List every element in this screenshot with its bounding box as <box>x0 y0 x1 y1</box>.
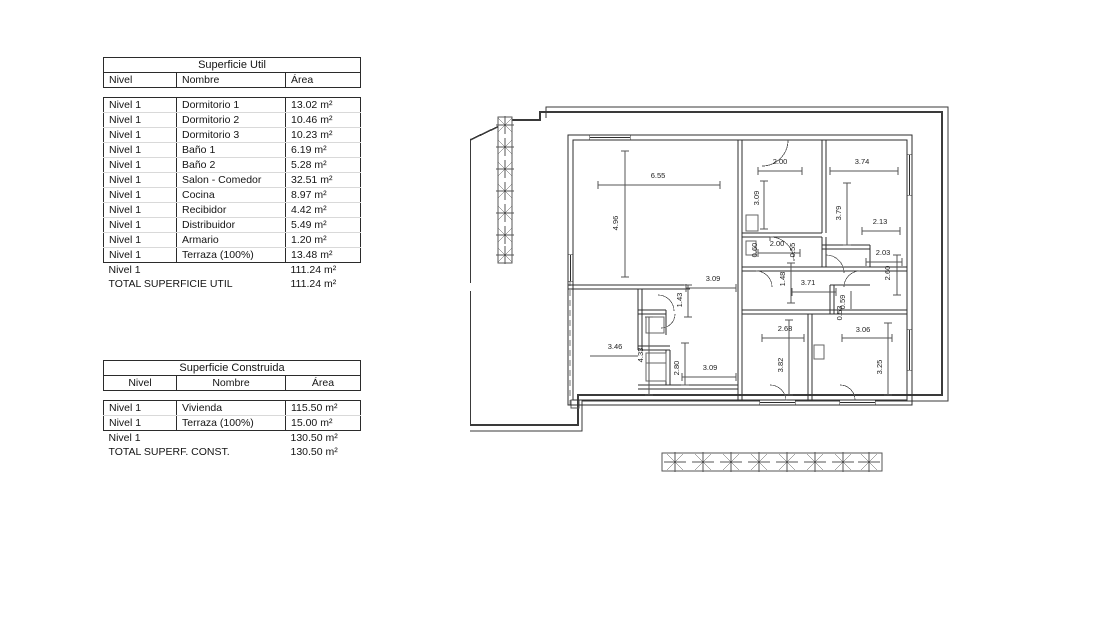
cell-nivel: Nivel 1 <box>104 248 177 263</box>
cell-nombre: Armario <box>177 233 286 248</box>
dimension-labels <box>608 157 892 375</box>
cell-nivel: Nivel 1 <box>104 401 177 416</box>
cell-area: 6.19 m² <box>286 143 361 158</box>
column-header-nombre: Nombre <box>177 376 286 391</box>
subtotal-area: 111.24 m² <box>290 264 337 276</box>
dimension-label: 2.00 <box>772 157 788 166</box>
table-row <box>104 188 361 203</box>
cell-nombre: Terraza (100%) <box>177 416 286 431</box>
column-header-nivel: Nivel <box>104 73 177 88</box>
table-subtotal-row <box>104 263 361 278</box>
plot-boundary-outer <box>470 107 948 431</box>
table-row <box>104 401 361 416</box>
column-header-nombre: Nombre <box>177 73 286 88</box>
cell-area: 13.48 m² <box>286 248 361 263</box>
dimension-label: 0.53 <box>835 305 844 321</box>
table-row <box>104 98 361 113</box>
dimension-lines-vertical <box>621 151 901 395</box>
fixtures <box>646 215 824 381</box>
dimension-label: 3.09 <box>702 363 718 372</box>
table-row <box>104 128 361 143</box>
total-label: TOTAL SUPERF. CONST. <box>108 446 230 458</box>
table-row <box>104 143 361 158</box>
dimension-label: 2.13 <box>872 217 888 226</box>
dimension-label: 0.60 <box>750 242 759 258</box>
table-row <box>104 203 361 218</box>
column-header-nivel: Nivel <box>104 376 177 391</box>
cell-nivel: Nivel 1 <box>104 188 177 203</box>
cell-nivel: Nivel 1 <box>104 158 177 173</box>
dimension-label: 0.55 <box>788 242 797 258</box>
cell-nombre: Dormitorio 3 <box>177 128 286 143</box>
dimension-label: 2.60 <box>883 265 892 281</box>
spacer <box>104 88 361 98</box>
table-row <box>104 158 361 173</box>
dimension-label: 2.03 <box>875 248 891 257</box>
cell-nombre: Baño 2 <box>177 158 286 173</box>
cell-nombre: Vivienda <box>177 401 286 416</box>
dimension-label: 4.96 <box>611 215 620 231</box>
subtotal-nivel: Nivel 1 <box>108 264 141 276</box>
cell-nombre: Salon - Comedor <box>177 173 286 188</box>
dimension-label: 2.68 <box>777 324 793 333</box>
cell-nombre: Distribuidor <box>177 218 286 233</box>
cell-nivel: Nivel 1 <box>104 203 177 218</box>
dimension-label: 3.74 <box>854 157 870 166</box>
cell-area: 15.00 m² <box>286 416 361 431</box>
cell-nivel: Nivel 1 <box>104 143 177 158</box>
total-label: TOTAL SUPERFICIE UTIL <box>108 278 233 290</box>
area-table <box>103 360 361 459</box>
table-total-row <box>104 445 361 459</box>
dimension-label: 2.80 <box>672 360 681 376</box>
table-row <box>104 173 361 188</box>
dimension-label: 2.00 <box>769 239 785 248</box>
house-outer-walls <box>568 135 912 405</box>
subtotal-nivel: Nivel 1 <box>108 432 141 444</box>
table-title-row <box>104 361 361 376</box>
column-header-area: Área <box>286 376 361 391</box>
cell-area: 13.02 m² <box>286 98 361 113</box>
cell-nivel: Nivel 1 <box>104 113 177 128</box>
table-header-row <box>104 73 361 88</box>
dimension-label: 1.43 <box>675 292 684 308</box>
dimension-label: 6.55 <box>650 171 666 180</box>
table-header-row <box>104 376 361 391</box>
dimension-label: 3.79 <box>834 205 843 221</box>
table-superficie-construida <box>103 360 361 459</box>
cell-area: 115.50 m² <box>286 401 361 416</box>
cell-nombre: Cocina <box>177 188 286 203</box>
dimension-label: 3.09 <box>752 190 761 206</box>
dimension-label: 3.09 <box>705 274 721 283</box>
cell-area: 5.49 m² <box>286 218 361 233</box>
cell-nombre: Recibidor <box>177 203 286 218</box>
table-superficie-util <box>103 57 361 291</box>
dimension-label: 4.33 <box>636 347 645 363</box>
dimension-label: 1.48 <box>778 271 787 287</box>
cell-nivel: Nivel 1 <box>104 128 177 143</box>
table-title-row <box>104 58 361 73</box>
cell-area: 1.20 m² <box>286 233 361 248</box>
cell-nombre: Dormitorio 1 <box>177 98 286 113</box>
cell-nivel: Nivel 1 <box>104 98 177 113</box>
cell-area: 5.28 m² <box>286 158 361 173</box>
terrace-outline <box>570 280 638 405</box>
cell-nivel: Nivel 1 <box>104 173 177 188</box>
window-openings <box>568 135 912 405</box>
plot-boundary <box>470 112 942 425</box>
table-row <box>104 233 361 248</box>
table-row <box>104 218 361 233</box>
area-table <box>103 57 361 291</box>
subtotal-area: 130.50 m² <box>290 432 338 444</box>
cell-nivel: Nivel 1 <box>104 218 177 233</box>
cell-area: 32.51 m² <box>286 173 361 188</box>
vegetation-strip-left <box>496 116 514 264</box>
total-area: 111.24 m² <box>290 278 337 290</box>
column-header-area: Área <box>286 73 361 88</box>
table-row <box>104 248 361 263</box>
table-row <box>104 416 361 431</box>
cell-nivel: Nivel 1 <box>104 233 177 248</box>
floor-plan <box>470 95 990 505</box>
cell-nombre: Dormitorio 2 <box>177 113 286 128</box>
table-title: Superficie Construida <box>104 361 361 376</box>
table-subtotal-row <box>104 431 361 446</box>
cell-nombre: Baño 1 <box>177 143 286 158</box>
cell-nombre: Terraza (100%) <box>177 248 286 263</box>
total-area: 130.50 m² <box>290 446 338 458</box>
dimension-label: 3.46 <box>607 342 623 351</box>
dimension-label: 3.71 <box>800 278 816 287</box>
dimension-label: 3.25 <box>875 359 884 375</box>
dimension-label: 3.06 <box>855 325 871 334</box>
interior-walls <box>568 140 907 400</box>
cell-area: 10.46 m² <box>286 113 361 128</box>
subtotal-nombre <box>177 431 286 446</box>
dimension-label: 0.59 <box>838 294 847 310</box>
spacer <box>104 391 361 401</box>
table-total-row <box>104 277 361 291</box>
cell-nivel: Nivel 1 <box>104 416 177 431</box>
table-title: Superficie Util <box>104 58 361 73</box>
cell-area: 10.23 m² <box>286 128 361 143</box>
subtotal-nombre <box>177 263 286 278</box>
dimension-label: 3.82 <box>776 357 785 373</box>
cell-area: 8.97 m² <box>286 188 361 203</box>
cell-area: 4.42 m² <box>286 203 361 218</box>
table-row <box>104 113 361 128</box>
vegetation-strip-bottom <box>662 452 882 472</box>
